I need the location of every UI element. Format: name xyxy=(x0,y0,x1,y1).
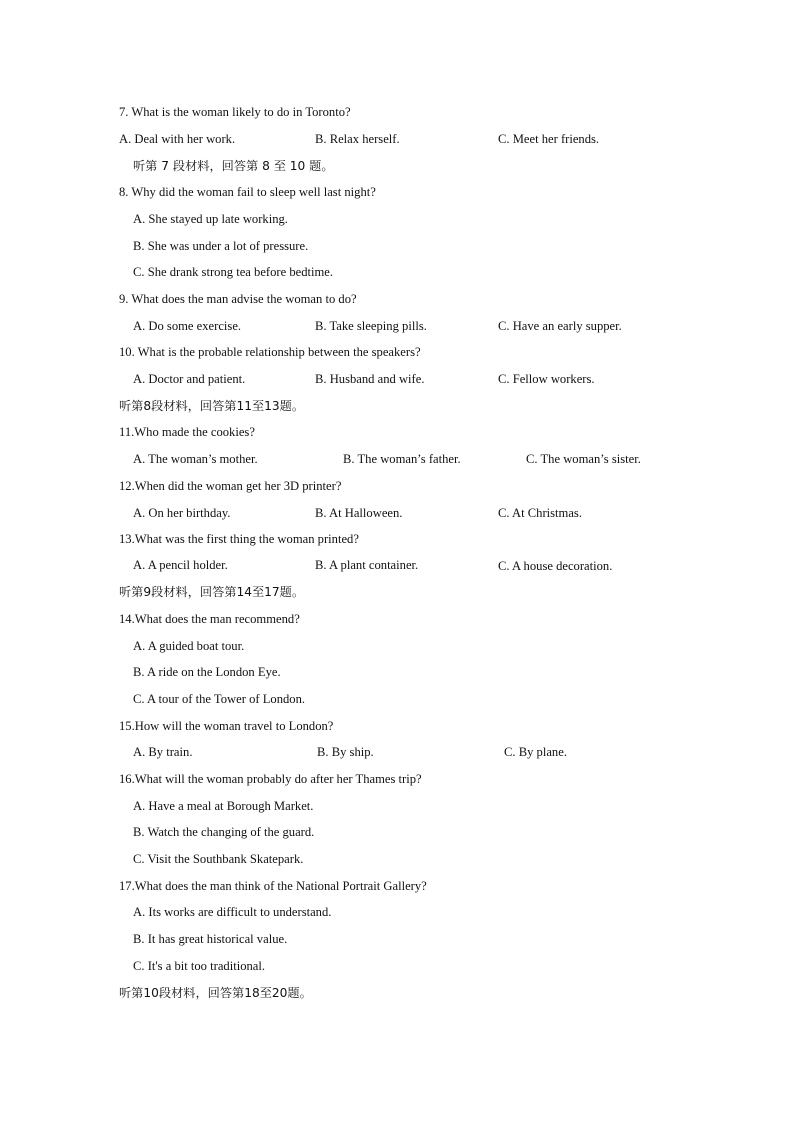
question-15: 15.How will the woman travel to London? xyxy=(119,719,334,733)
q8-option-b: B. She was under a lot of pressure. xyxy=(133,239,309,253)
q11-option-a: A. The woman’s mother. xyxy=(133,452,258,466)
q9-option-a: A. Do some exercise. xyxy=(133,319,242,333)
q12-option-a: A. On her birthday. xyxy=(133,506,231,520)
q7-option-a: A. Deal with her work. xyxy=(119,132,236,146)
section-7-heading: 听第 7 段材料，回答第 8 至 10 题。 xyxy=(133,159,334,173)
question-12: 12.When did the woman get her 3D printer? xyxy=(119,479,342,493)
section-8-heading: 听第8段材料，回答第11至13题。 xyxy=(119,399,305,413)
question-10: 10. What is the probable relationship between the speakers? xyxy=(119,345,421,359)
q17-option-a: A. Its works are difficult to understand. xyxy=(133,905,332,919)
q12-option-c: C. At Christmas. xyxy=(498,506,582,520)
question-11: 11.Who made the cookies? xyxy=(119,425,255,439)
q13-option-b: B. A plant container. xyxy=(315,558,419,572)
q17-option-c: C. It's a bit too traditional. xyxy=(133,959,266,973)
q11-option-c: C. The woman’s sister. xyxy=(526,452,641,466)
q10-option-a: A. Doctor and patient. xyxy=(133,372,246,386)
question-7: 7. What is the woman likely to do in Toronto? xyxy=(119,105,351,119)
question-9: 9. What does the man advise the woman to do? xyxy=(119,292,357,306)
q15-option-c: C. By plane. xyxy=(504,745,567,759)
q10-option-b: B. Husband and wife. xyxy=(315,372,425,386)
q11-option-b: B. The woman’s father. xyxy=(343,452,461,466)
q16-option-a: A. Have a meal at Borough Market. xyxy=(133,799,314,813)
q9-option-b: B. Take sleeping pills. xyxy=(315,319,427,333)
q14-option-b: B. A ride on the London Eye. xyxy=(133,665,281,679)
q7-option-c: C. Meet her friends. xyxy=(498,132,600,146)
q14-option-a: A. A guided boat tour. xyxy=(133,639,245,653)
q17-option-b: B. It has great historical value. xyxy=(133,932,288,946)
question-8: 8. Why did the woman fail to sleep well last night? xyxy=(119,185,376,199)
q9-option-c: C. Have an early supper. xyxy=(498,319,622,333)
q13-option-c: C. A house decoration. xyxy=(498,559,613,573)
q15-option-b: B. By ship. xyxy=(317,745,374,759)
q13-option-a: A. A pencil holder. xyxy=(133,558,228,572)
question-16: 16.What will the woman probably do after her Thames trip? xyxy=(119,772,422,786)
question-13: 13.What was the first thing the woman printed? xyxy=(119,532,359,546)
q7-option-b: B. Relax herself. xyxy=(315,132,400,146)
q14-option-c: C. A tour of the Tower of London. xyxy=(133,692,306,706)
q8-option-a: A. She stayed up late working. xyxy=(133,212,288,226)
q12-option-b: B. At Halloween. xyxy=(315,506,403,520)
q16-option-b: B. Watch the changing of the guard. xyxy=(133,825,315,839)
q8-option-c: C. She drank strong tea before bedtime. xyxy=(133,265,334,279)
section-10-heading: 听第10段材料，回答第18至20题。 xyxy=(119,986,312,1000)
q10-option-c: C. Fellow workers. xyxy=(498,372,595,386)
q15-option-a: A. By train. xyxy=(133,745,193,759)
question-14: 14.What does the man recommend? xyxy=(119,612,300,626)
section-9-heading: 听第9段材料，回答第14至17题。 xyxy=(119,585,305,599)
q16-option-c: C. Visit the Southbank Skatepark. xyxy=(133,852,304,866)
question-17: 17.What does the man think of the National Portrait Gallery? xyxy=(119,879,427,893)
